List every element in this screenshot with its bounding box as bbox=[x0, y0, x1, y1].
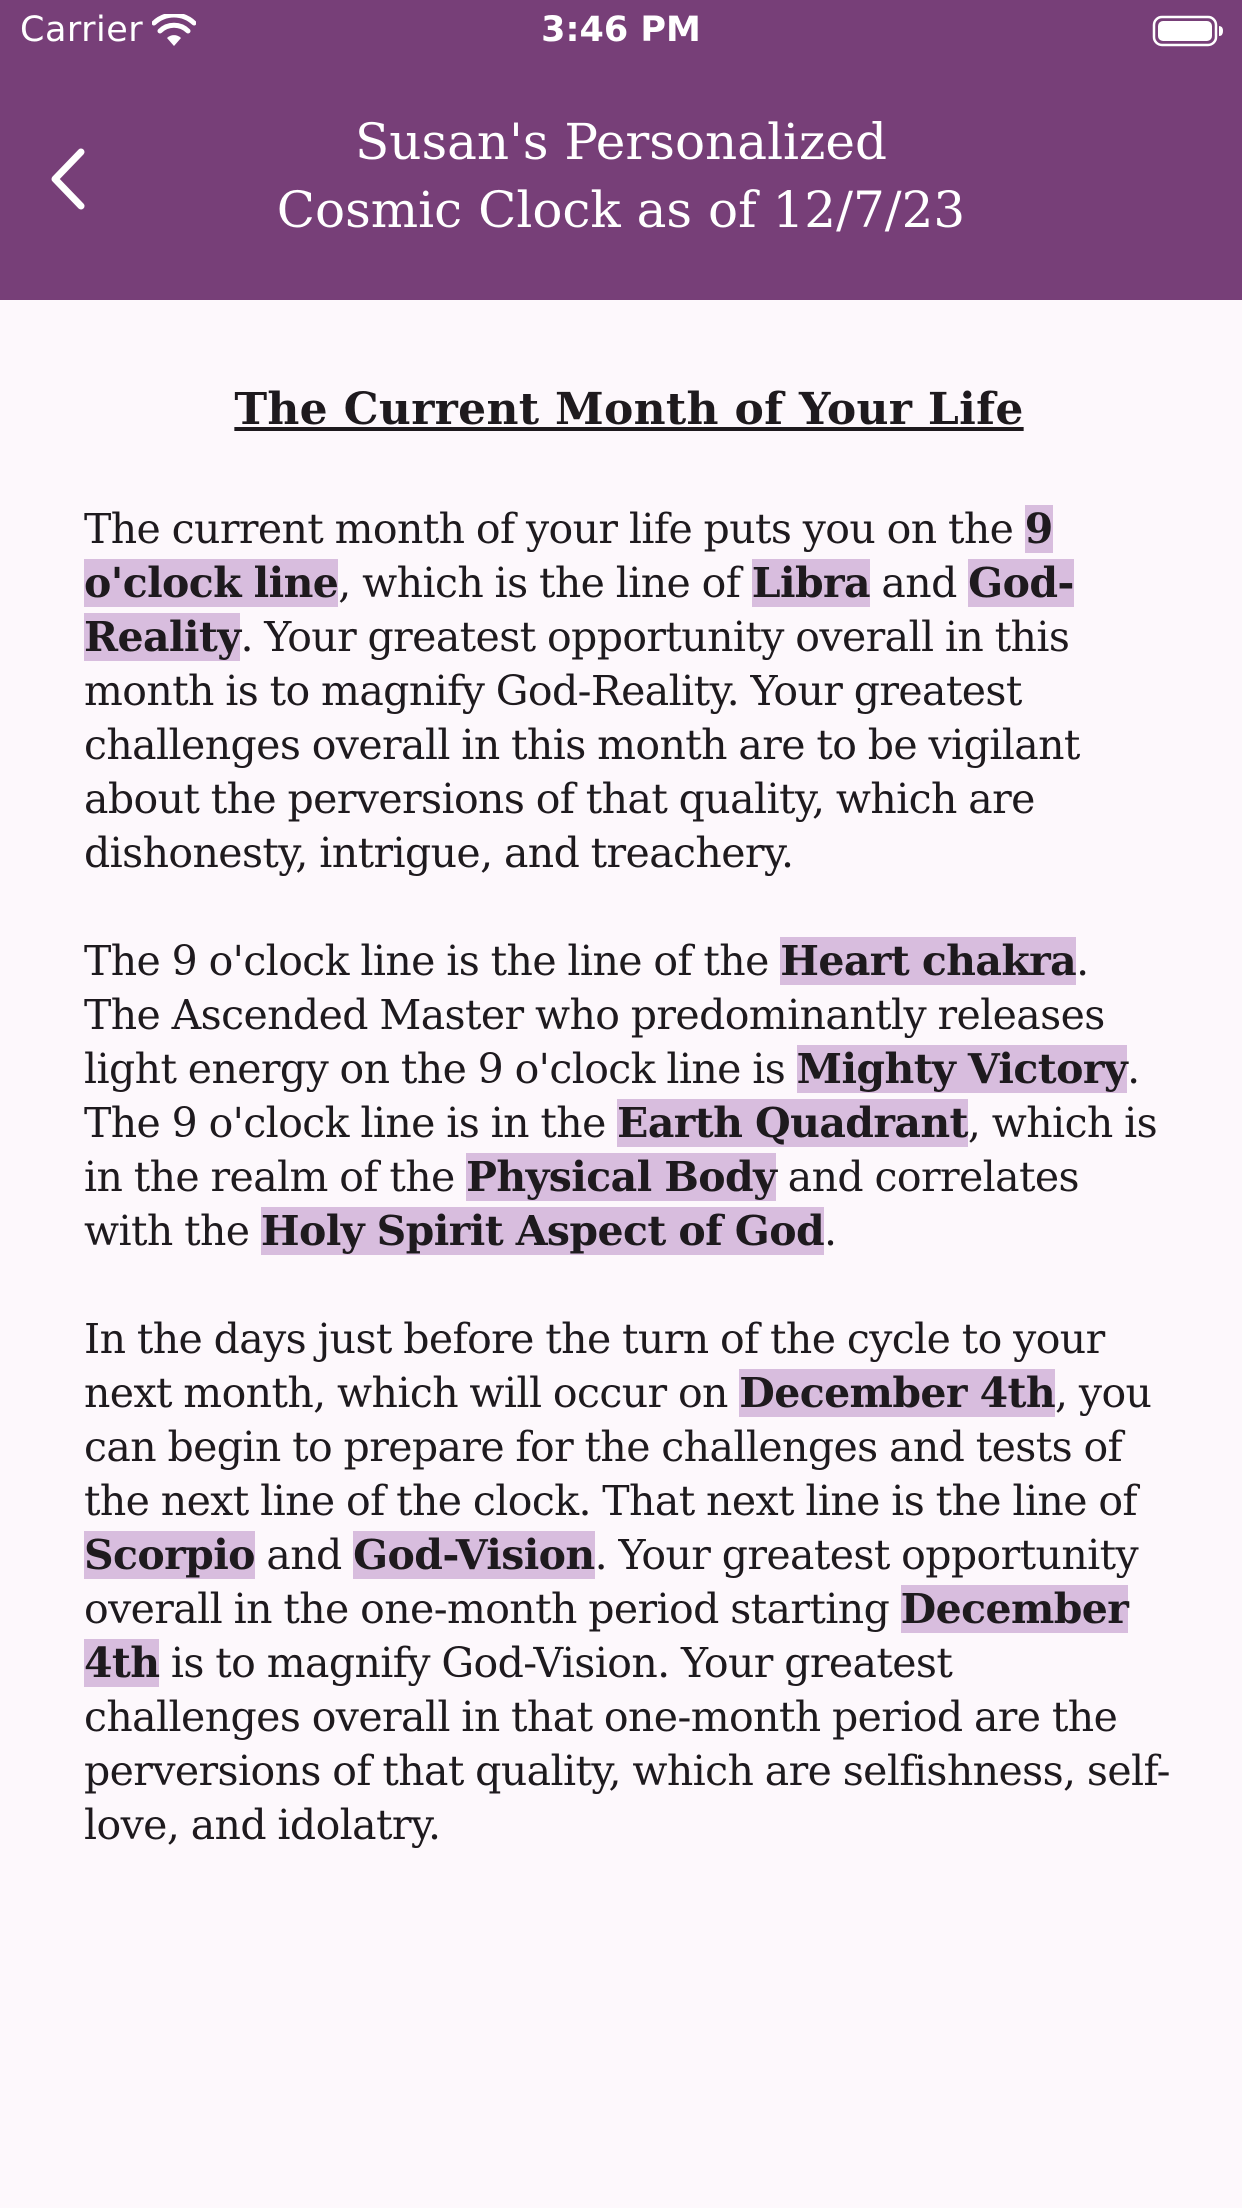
section-heading: The Current Month of Your Life bbox=[234, 384, 1024, 435]
highlight-next-sign: Scorpio bbox=[84, 1531, 255, 1579]
clock-time: 3:46 PM bbox=[541, 10, 701, 50]
paragraph-next-month bbox=[84, 1312, 1174, 1852]
text-run: . Your greatest opportunity overall in this month is to magnify God-Reality. Your greatest challenges overall in this month are to be vigilant about the perversions of that quality, which are dishonesty, intrigue, and treachery. bbox=[84, 613, 1080, 877]
highlight-chakra: Heart chakra bbox=[780, 937, 1077, 985]
highlight-cycle-date: December 4th bbox=[739, 1369, 1056, 1417]
text-run: In the days just before the turn of the cycle to your next month, which will occur on bbox=[84, 1315, 1105, 1417]
highlight-next-quality: God-Vision bbox=[353, 1531, 595, 1579]
page-title bbox=[150, 108, 1092, 244]
paragraph-clock-line-details bbox=[84, 934, 1174, 1258]
text-run: The 9 o'clock line is the line of the bbox=[84, 937, 781, 985]
text-run: and correlates with the bbox=[84, 1153, 1079, 1255]
status-bar bbox=[0, 0, 1242, 64]
battery-icon bbox=[1152, 14, 1224, 48]
navigation-header bbox=[0, 0, 1242, 300]
text-run: . bbox=[824, 1207, 837, 1255]
text-run: , which is in the realm of the bbox=[84, 1099, 1158, 1201]
highlight-quality: God-Reality bbox=[84, 559, 1074, 661]
text-run: The current month of your life puts you on the bbox=[84, 505, 1025, 553]
text-run: , which is the line of bbox=[338, 559, 752, 607]
text-run: , you can begin to prepare for the challenges and tests of the next line of the clock. That next line is the line of bbox=[84, 1369, 1152, 1525]
main-content bbox=[84, 380, 1174, 1906]
carrier-label: Carrier bbox=[20, 10, 144, 50]
highlight-ascended-master: Mighty Victory bbox=[796, 1045, 1128, 1093]
page-title-line-1: Susan's Personalized bbox=[354, 113, 887, 171]
back-button[interactable] bbox=[38, 142, 98, 216]
text-run: . The 9 o'clock line is in the bbox=[84, 1045, 1140, 1147]
highlight-quadrant: Earth Quadrant bbox=[617, 1099, 968, 1147]
text-run: is to magnify God-Vision. Your greatest challenges overall in that one-month period are the perversions of that quality, which are selfishness, self-love, and idolatry. bbox=[84, 1639, 1170, 1849]
chevron-left-icon bbox=[47, 146, 89, 212]
text-run: . Your greatest opportunity overall in the one-month period starting bbox=[84, 1531, 1139, 1633]
text-run: and bbox=[254, 1531, 354, 1579]
text-run: and bbox=[870, 559, 969, 607]
page-title-line-2: Cosmic Clock as of 12/7/23 bbox=[276, 181, 966, 239]
highlight-start-date: December 4th bbox=[84, 1585, 1129, 1687]
paragraph-current-month bbox=[84, 502, 1174, 880]
highlight-aspect-of-god: Holy Spirit Aspect of God bbox=[260, 1207, 825, 1255]
highlight-realm: Physical Body bbox=[466, 1153, 777, 1201]
highlight-sign: Libra bbox=[751, 559, 870, 607]
highlight-clock-line: 9 o'clock line bbox=[84, 505, 1053, 607]
text-run: . The Ascended Master who predominantly releases light energy on the 9 o'clock line is bbox=[84, 937, 1105, 1093]
